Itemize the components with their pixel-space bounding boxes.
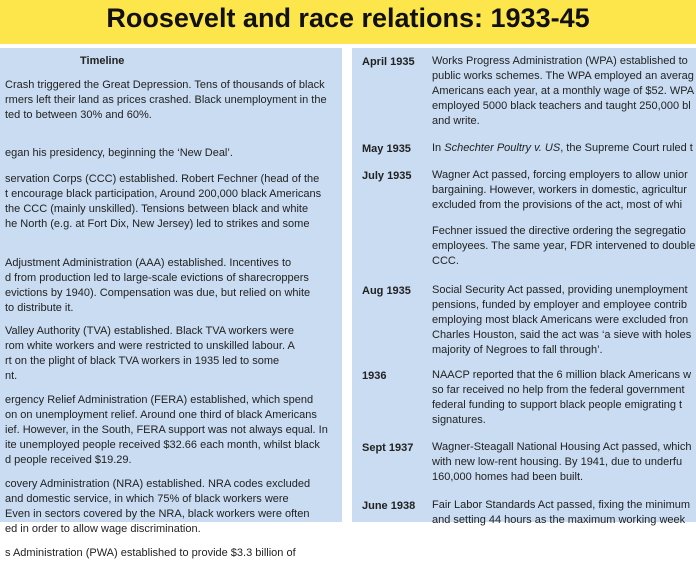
left-paragraph <box>5 256 310 316</box>
left-paragraph <box>5 78 327 123</box>
text-line: Americans each year, at a monthly wage of $52. WPA <box>432 85 695 97</box>
text-line: pensions, funded by employer and employee contrib <box>432 299 687 311</box>
text-line: covery Administration (NRA) established. NRA codes excluded <box>5 478 311 490</box>
entry-text <box>432 141 693 156</box>
entry-date: July 1935 <box>362 170 412 182</box>
timeline-left-panel <box>0 48 342 559</box>
text-line: Social Security Act passed, providing unemployment <box>432 284 688 296</box>
text-line: Adjustment Administration (AAA) established. Incentives to <box>5 257 292 269</box>
text-line: egan his presidency, beginning the ‘New Deal’. <box>5 147 233 159</box>
text-line: ergency Relief Administration (FERA) established, which spend <box>5 394 314 406</box>
text-line: rmers left their land as prices crashed. Black unemployment in the <box>5 94 327 106</box>
entry-text <box>432 224 695 269</box>
entry-date: Sept 1937 <box>362 442 414 454</box>
text-line: servation Corps (CCC) established. Robert Fechner (head of the <box>5 173 320 185</box>
text-line: ief. However, in the South, FERA support was not always equal. In <box>5 424 328 436</box>
left-paragraph <box>5 393 328 468</box>
text-line: employing most black Americans were excluded fron <box>432 314 689 326</box>
text-line: signatures. <box>432 414 486 426</box>
entry-text <box>432 54 694 129</box>
text-line: he North (e.g. at Fort Dix, New Jersey) led to strikes and some <box>5 218 310 230</box>
text-line: on on unemployment relief. Around one third of black Americans <box>5 409 317 421</box>
text-line: evictions by 1940). Compensation was due, but relied on white <box>5 287 311 299</box>
text-line: and setting 44 hours as the maximum working week <box>432 514 686 526</box>
text-line: Crash triggered the Great Depression. Tens of thousands of black <box>5 79 325 91</box>
text-line: d people received $19.29. <box>5 454 132 466</box>
entry-text <box>432 368 691 428</box>
text-line: Charles Houston, said the act was ‘a sieve with holes <box>432 329 692 341</box>
timeline-right-panel <box>352 48 696 526</box>
text-line: so far received no help from the federal government <box>432 384 685 396</box>
page-title: Roosevelt and race relations: 1933-45 <box>106 3 590 33</box>
text-line: Valley Authority (TVA) established. Black TVA workers were <box>5 325 294 337</box>
text-line: public works schemes. The WPA employed an averag <box>432 70 694 82</box>
left-paragraph <box>5 546 296 561</box>
text-line: excluded from the provisions of the act, most of whi <box>432 199 683 211</box>
text-line: d from production led to large-scale evictions of sharecroppers <box>5 272 309 284</box>
text-line: s Administration (PWA) established to provide $3.3 billion of <box>5 547 296 559</box>
entry-text <box>432 168 688 213</box>
text-line: NAACP reported that the 6 million black Americans w <box>432 369 692 381</box>
text-line: and write. <box>432 115 480 127</box>
case-name: Schechter Poultry v. US <box>444 142 561 154</box>
entry-text <box>432 440 691 485</box>
text-line: ed in order to allow wage discrimination. <box>5 523 201 535</box>
text-line: Wagner Act passed, forcing employers to allow unior <box>432 169 688 181</box>
text-line: nt. <box>5 370 18 382</box>
text-line: federal funding to support black people emigrating t <box>432 399 683 411</box>
entry-date: Aug 1935 <box>362 285 411 297</box>
entry-date: June 1938 <box>362 500 416 512</box>
entry-text <box>432 498 690 528</box>
text-line: Even in sectors covered by the NRA, black workers were often <box>5 508 310 520</box>
left-paragraph <box>5 477 310 537</box>
entry-date: 1936 <box>362 370 387 382</box>
text-line: CCC. <box>432 255 459 267</box>
text-line: Fechner issued the directive ordering the segregatio <box>432 225 686 237</box>
text-line: ite unemployed people received $32.66 each month, whilst black <box>5 439 320 451</box>
left-paragraph <box>5 324 295 384</box>
text-line: 160,000 homes had been built. <box>432 471 584 483</box>
text-line: and domestic service, in which 75% of black workers were <box>5 493 289 505</box>
text-line: employed 5000 black teachers and taught 250,000 bl <box>432 100 691 112</box>
text-line: with new low-rent housing. By 1941, due to underfu <box>432 456 683 468</box>
timeline-heading: Timeline <box>80 55 125 67</box>
text-line: rom white workers and were restricted to unskilled labour. A <box>5 340 295 352</box>
text-line: Wagner-Steagall National Housing Act passed, which <box>432 441 692 453</box>
text-line: bargaining. However, workers in domestic, agricultur <box>432 184 687 196</box>
text-line: Fair Labor Standards Act passed, fixing the minimum <box>432 499 691 511</box>
entry-date: April 1935 <box>362 56 415 68</box>
entry-text <box>432 283 691 358</box>
left-paragraph <box>5 146 233 161</box>
text-line: rt on the plight of black TVA workers in 1935 led to some <box>5 355 280 367</box>
text-line: ted to between 30% and 60%. <box>5 109 152 121</box>
text-line: the CCC (mainly unskilled). Tensions between black and white <box>5 203 309 215</box>
text-line: majority of Negroes to fall through’. <box>432 344 603 356</box>
text-line: employees. The same year, FDR intervened to double <box>432 240 696 252</box>
text-line: t encourage black participation, Around 200,000 black Americans <box>5 188 322 200</box>
text-line: to distribute it. <box>5 302 74 314</box>
entry-date: May 1935 <box>362 143 411 155</box>
text-line: Works Progress Administration (WPA) established to <box>432 55 688 67</box>
text-line: In Schechter Poultry v. US, the Supreme Court ruled t <box>432 142 693 154</box>
left-paragraph <box>5 172 321 232</box>
